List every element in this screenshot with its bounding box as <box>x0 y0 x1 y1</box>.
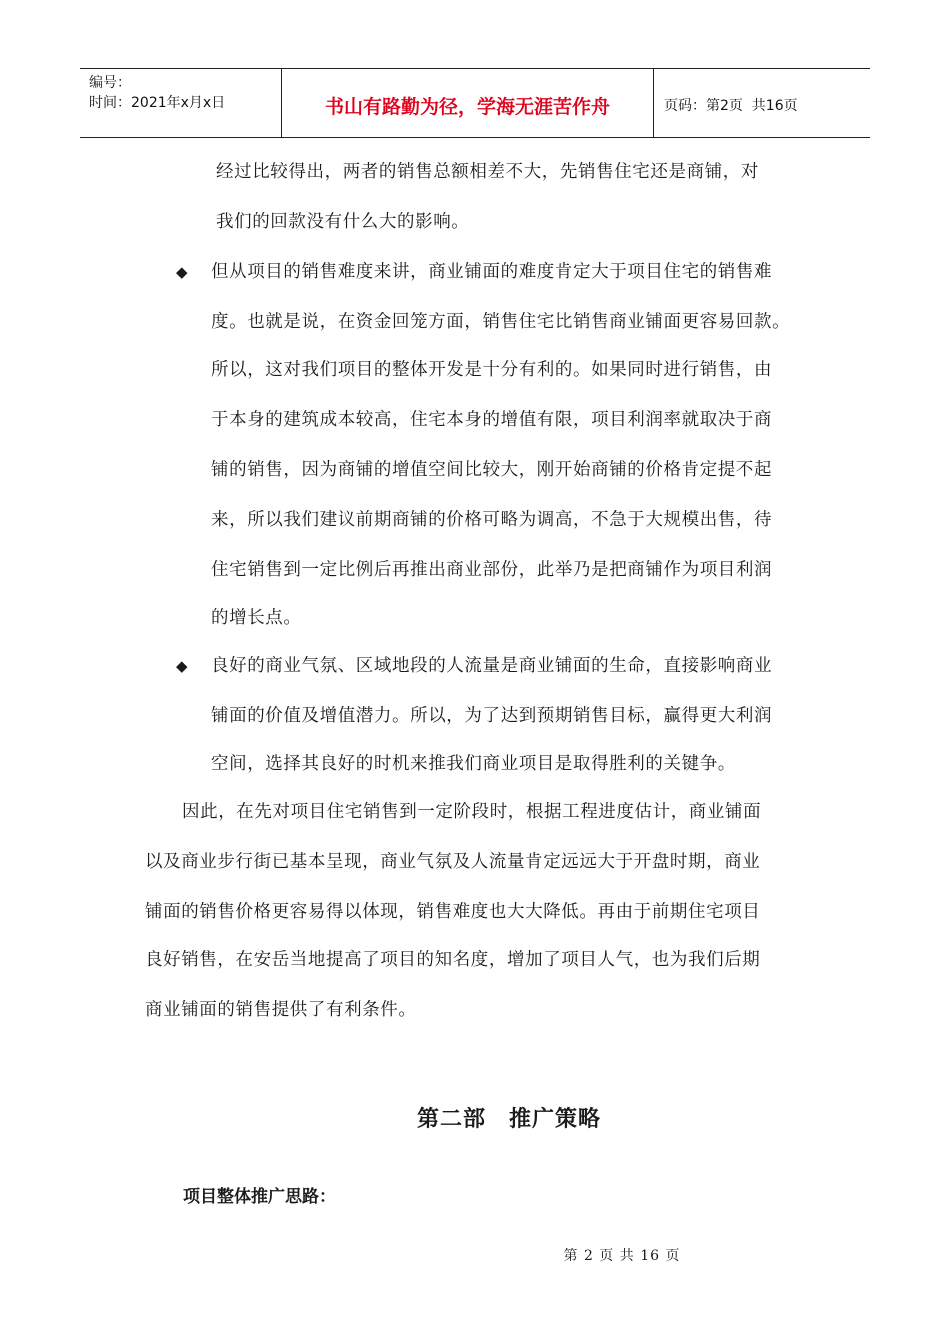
body-line: 但从项目的销售难度来讲，商业铺面的难度肯定大于项目住宅的销售难 <box>211 262 773 282</box>
header-motto: 书山有路勤为径，学海无涯苦作舟 <box>282 69 654 137</box>
document-date: 时间：2021年x月x日 <box>89 95 226 111</box>
subsection-heading: 项目整体推广思路： <box>183 1187 336 1207</box>
header-page-info <box>654 69 870 137</box>
header-page-number: 页码：第2页 共16页 <box>664 98 798 114</box>
body-line: 来，所以我们建议前期商铺的价格可略为调高，不急于大规模出售，待 <box>211 510 773 530</box>
body-line: 我们的回款没有什么大的影响。 <box>216 212 470 232</box>
body-line: 铺的销售，因为商铺的增值空间比较大，刚开始商铺的价格肯定提不起 <box>211 460 773 480</box>
section-heading: 第二部 推广策略 <box>416 1107 601 1132</box>
footer-page-number: 第 2 页 共 16 页 <box>563 1248 681 1264</box>
body-line: 于本身的建筑成本较高，住宅本身的增值有限，项目利润率就取决于商 <box>211 410 773 430</box>
body-line: 铺面的销售价格更容易得以体现，销售难度也大大降低。再由于前期住宅项目 <box>145 902 761 922</box>
header-meta <box>80 69 282 137</box>
body-line: 住宅销售到一定比例后再推出商业部份，此举乃是把商铺作为项目利润 <box>211 560 773 580</box>
diamond-bullet-icon: ◆ <box>176 263 189 281</box>
body-line: 良好销售，在安岳当地提高了项目的知名度，增加了项目人气，也为我们后期 <box>145 950 761 970</box>
body-line: 以及商业步行街已基本呈现，商业气氛及人流量肯定远远大于开盘时期，商业 <box>145 852 761 872</box>
body-line: 商业铺面的销售提供了有利条件。 <box>145 1000 417 1020</box>
page-footer <box>0 1245 950 1265</box>
body-line: 铺面的价值及增值潜力。所以，为了达到预期销售目标，赢得更大利润 <box>211 706 773 726</box>
body-line: 所以，这对我们项目的整体开发是十分有利的。如果同时进行销售，由 <box>211 360 773 380</box>
document-number-label: 编号： <box>89 75 131 91</box>
body-line: 的增长点。 <box>211 608 302 628</box>
body-line: 度。也就是说，在资金回笼方面，销售住宅比销售商业铺面更容易回款。 <box>211 312 791 332</box>
diamond-bullet-icon: ◆ <box>176 657 189 675</box>
body-line: 因此，在先对项目住宅销售到一定阶段时，根据工程进度估计，商业铺面 <box>182 802 762 822</box>
page-header <box>80 68 870 138</box>
body-line: 经过比较得出，两者的销售总额相差不大，先销售住宅还是商铺，对 <box>216 162 759 182</box>
body-line: 良好的商业气氛、区域地段的人流量是商业铺面的生命，直接影响商业 <box>211 656 773 676</box>
body-line: 空间，选择其良好的时机来推我们商业项目是取得胜利的关键争。 <box>211 754 736 774</box>
